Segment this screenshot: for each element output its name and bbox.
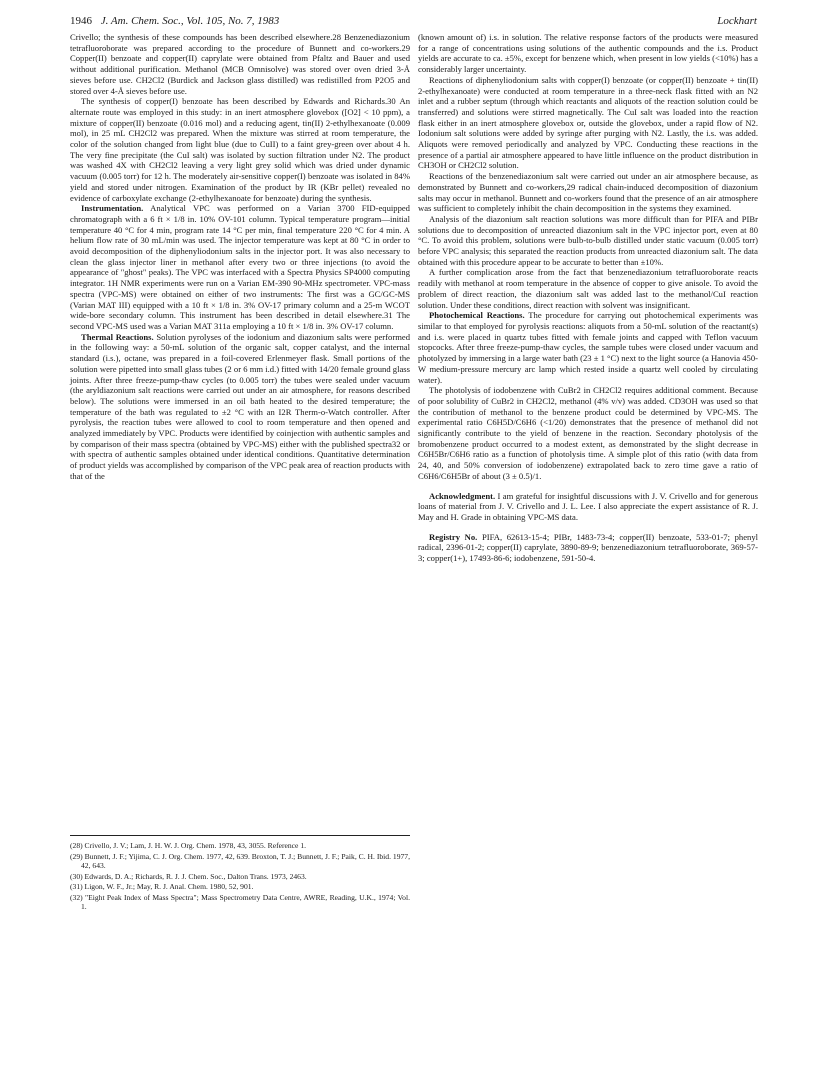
paragraph: [70, 203, 410, 331]
footnote-divider: [70, 835, 410, 836]
paragraph: The synthesis of copper(I) benzoate has been described by Edwards and Richards.30 An alternate route was employed in this study: in an inert atmosphere glovebox ([O2] < 10 ppm), a mixture of copper(II) benzoate (0.016 mol) and a reducing agent, tin(II) 2-ethylhexanoate (0.009 mol), in 25 mL CH2Cl2 was prepared. When the mixture was stirred at room temperature, the color of the solution changed from light blue (due to CuII) to a faint grey-green over about 4 h. The very fine precipitate (the CuI salt) was isolated by suction filtration under N2. The product was washed 4X with CH2Cl2 leaving a very light grey solid which was dried under dynamic vacuum (0.005 torr) for 12 h. The moderately air-sensitive copper(I) benzoate was isolated in 84% yield and stored under nitrogen. Examination of the product by IR (KBr pellet) revealed no evidence of carboxylate exchange (2-ethylhexanoate for benzoate) during the synthesis.: [70, 96, 410, 203]
section-heading-photochemical-reactions: Photochemical Reactions.: [429, 310, 525, 321]
paragraph: A further complication arose from the fact that benzenediazonium tetrafluoroborate reacts readily with methanol at room temperature in the absence of copper to give anisole. To avoid the problem of direct reaction, the diazonium salt was added last to the methanol/CuI reaction solution. Under these conditions, direct reaction with solvent was insignificant.: [418, 267, 758, 310]
acknowledgment-heading: Acknowledgment.: [429, 490, 496, 501]
right-column: [418, 32, 758, 564]
running-author: Lockhart: [717, 15, 757, 27]
left-column: [70, 32, 410, 482]
reference-30: (30) Edwards, D. A.; Richards, R. J. J. Chem. Soc., Dalton Trans. 1973, 2463.: [70, 871, 307, 881]
section-heading-instrumentation: Instrumentation.: [81, 203, 144, 214]
registry-numbers: [418, 532, 758, 564]
registry-heading: Registry No.: [429, 531, 478, 542]
paragraph: [418, 310, 758, 385]
journal-citation: J. Am. Chem. Soc., Vol. 105, No. 7, 1983: [100, 15, 280, 27]
paragraph: Crivello; the synthesis of these compounds has been described elsewhere.28 Benzenediazonium tetrafluoroborate was prepared according to the procedure of Bunnett and co-workers.29 Copper(II) benzoate and copper(II) caprylate were obtained from Pfaltz and Bauer and used without additional purification. Methanol (MCB Omnisolve) was stored over oven dried 3-Å sieves before use. CH2Cl2 (Burdick and Jackson glass distilled) was redistilled from P2O5 and stored over 4-Å sieves before use.: [70, 32, 410, 96]
paragraph: (known amount of) i.s. in solution. The relative response factors of the products were measured for a range of concentrations using solutions of the authentic compounds and the i.s. Product yields are accurate to ca. ±5%, except for benzene which, when present in low yields (<10%) has a considerably larger uncertainty.: [418, 32, 758, 75]
paragraph: [70, 332, 410, 482]
paragraph-text: Solution pyrolyses of the iodonium and diazonium salts were performed in the following way: a 50-mL solution of the organic salt, copper catalyst, and the internal standard (i.s.), octane, was prepared in a foil-covered Erlenmeyer flask. Small portions of the solution were pipetted into small glass tubes (2 or 6 mm i.d.) fitted with 14/20 female ground glass joints. After three freeze-pump-thaw cycles (to 0.005 torr) the tubes were sealed under vacuum (the aryldiazonium salt reactions were carried out under an air atmosphere, for reasons described below). The solutions were immersed in an oil bath heated to the desired temperature; the temperature of the bath was regulated to ±2 °C with an I2R Therm-o-Watch controller. After pyrolysis, the reaction tubes were allowed to cool to room temperature and then opened and analyzed immediately by VPC. Products were identified by coinjection with authentic samples and by comparison of their mass spectra (obtained by VPC-MS) either with the published spectra32 or with spectra of authentic samples obtained under identical conditions. Quantitative determination of product yields was accomplished by comparison of the VPC peak area of reaction products with that of the: [70, 331, 410, 481]
header-left: [70, 15, 285, 27]
acknowledgment: [418, 491, 758, 523]
paragraph: Reactions of the benzenediazonium salt were carried out under an air atmosphere because, as demonstrated by Bunnett and co-workers,29 radical chain-induced decomposition of diazonium salts may occur in methanol. Bunnett and co-workers found that the presence of an air atmosphere was sufficient to completely inhibit the chain decomposition in the systems they examined.: [418, 171, 758, 214]
acknowledgment-text: I am grateful for insightful discussions with J. V. Crivello and for generous loans of material from J. V. Crivello and J. L. Lee. I also appreciate the expert assistance of R. J. May and H. Grade in obtaining VPC-MS data.: [418, 490, 758, 522]
paragraph-text: Analytical VPC was performed on a Varian 3700 FID-equipped chromatograph with a 6 ft × 1/8 in. 10% OV-101 column. Typical temperature program—initial temperature 40 °C for 4 min, program rate 14 °C per min, final temperature 220 °C for 4 min. A helium flow rate of 30 mL/min was used. The injector temperature was kept at 80 °C in order to avoid decomposition of the diphenyliodonium salts in the injector port. It was also necessary to clean the glass injector liner in methanol after every two or three injections (to avoid the appearance of "ghost" peaks). The VPC was interfaced with a Spectra Physics SP4000 computing integrator. 1H NMR experiments were run on a Varian EM-390 90-MHz spectrometer. VPC-mass spectra (VPC-MS) were obtained on either of two instruments: The first was a GC/GC-MS (Varian MAT III) equipped with a 10 ft × 1/8 in. 3% OV-17 primary column and a 25-m WCOT wide-bore secondary column. This instrument has been described in detail elsewhere.31 The second VPC-MS used was a Varian MAT 311a employing a 10 ft × 1/8 in. 3% OV-17 column.: [70, 203, 410, 331]
registry-text: PIFA, 62613-15-4; PIBr, 1483-73-4; copper(II) benzoate, 533-01-7; phenyl radical, 2396-01-2; copper(II) caprylate, 3890-89-9; benzenediazonium tetrafluoroborate, 369-57-3; copper(1+), 17493-86-6; iodobenzene, 591-50-4.: [418, 531, 759, 564]
footnote-references: [70, 835, 410, 913]
paragraph: Reactions of diphenyliodonium salts with copper(I) benzoate (or copper(II) benzoate + tin(II) 2-ethylhexanoate) were conducted at room temperature in a three-neck flask fitted with an N2 inlet and a rubber septum (through which reactants and aliquots of the reaction solution could be transferred) and solutions were stirred magnetically. The CuI salt was loaded into the reaction flask either in an inert atmosphere glovebox or, outside the glovebox, under a rapid flow of N2. Iodonium salt solutions were added by syringe after purging with N2. Lastly, the i.s. was added. Aliquots were removed periodically and analyzed by VPC. Conducting these reactions in the presence of a partial air atmosphere appeared to have little influence on the product distribution in CH3OH or CH2Cl2 solution.: [418, 74, 758, 171]
paragraph-text: The procedure for carrying out photochemical experiments was similar to that employed for pyrolysis reactions: aliquots from a 50-mL solution of the reactant(s) and i.s. were placed in quartz tubes fitted with female joints and capped with Teflon vacuum stopcocks. After three freeze-pump-thaw cycles, the sample tubes were closed under vacuum and photolyzed by immersing in a large water bath (23 ± 1 °C) next to the light source (a Hanovia 450-W medium-pressure mercury arc lamp which rested inside a quartz well cooled by circulating water).: [418, 310, 758, 385]
section-heading-thermal-reactions: Thermal Reactions.: [81, 331, 154, 342]
reference-29: (29) Bunnett, J. F.; Yijima, C. J. Org. Chem. 1977, 42, 639. Broxton, T. J.; Bunnett, J. F.; Paik, C. H. Ibid. 1977, 42, 643.: [70, 851, 410, 870]
paragraph: Analysis of the diazonium salt reaction solutions was more difficult than for PIFA and PIBr solutions due to decomposition of unreacted diazonium salt in the VPC injector port, even at 80 °C. To avoid this problem, solutions were bulb-to-bulb distilled under static vacuum (0.005 torr) before VPC analysis; this separated the reaction products from unreacted diazonium salt. The data obtained with this procedure appear to be accurate to better than ±10%.: [418, 213, 758, 267]
reference-28: (28) Crivello, J. V.; Lam, J. H. W. J. Org. Chem. 1978, 43, 3055. Reference 1.: [70, 841, 307, 850]
paragraph: The photolysis of iodobenzene with CuBr2 in CH2Cl2 requires additional comment. Because of poor solubility of CuBr2 in CH2Cl2, methanol (4% v/v) was added. CD3OH was used so that the contribution of methanol to the benzene product could be determined by VPC-MS. The experimental ratio C6H5D/C6H6 (<1/20) demonstrates that the presence of methanol did not significantly contribute to the yield of benzene in the reaction. Secondary photolysis of the bromobenzene product occurred to a modest extent, as demonstrated by the slight decrease in C6H5Br/C6H6 ratio as a function of photolysis time. A simple plot of this ratio (with data from 24, 40, and 50% conversion of iodobenzene) extrapolated back to zero time gave a ratio of C6H6/C6H5Br of about (3 ± 0.5)/1.: [418, 385, 758, 481]
reference-31: (31) Ligon, W. F., Jr.; May, R. J. Anal. Chem. 1980, 52, 901.: [70, 882, 254, 891]
page-header: [70, 15, 757, 31]
page-number: 1946: [70, 15, 92, 27]
reference-32: (32) "Eight Peak Index of Mass Spectra"; Mass Spectrometry Data Centre, AWRE, Reading, U.K., 1974; Vol. 1.: [70, 892, 410, 911]
